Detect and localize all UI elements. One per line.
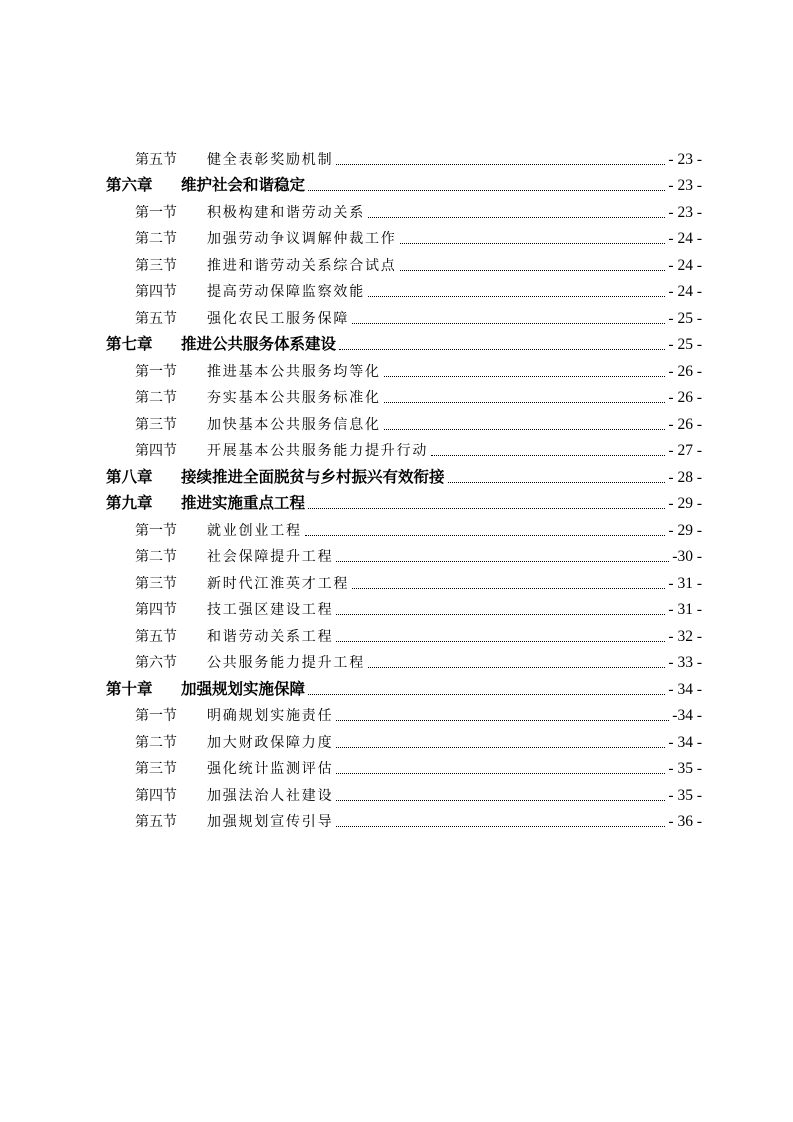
dot-leader [352, 323, 665, 324]
dot-leader [368, 296, 665, 297]
dot-leader [336, 800, 665, 801]
toc-chapter-entry[interactable] [106, 169, 702, 196]
toc-entry-label: 第五节 [135, 814, 177, 830]
toc-section-entry[interactable] [106, 301, 702, 328]
dot-leader [384, 429, 666, 430]
toc-entry-label: 第四节 [135, 787, 177, 804]
dot-leader [336, 773, 665, 774]
toc-entry-title: 就业创业工程 [207, 522, 302, 539]
toc-entry-page: - 23 - [668, 150, 702, 168]
toc-entry-page: - 29 - [668, 521, 702, 539]
toc-section-entry[interactable] [106, 778, 702, 805]
toc-entry-title: 推进基本公共服务均等化 [207, 363, 381, 380]
toc-entry-label: 第十章 [106, 679, 153, 698]
toc-entry-label: 第五节 [135, 151, 177, 168]
toc-entry-page: - 33 - [668, 654, 702, 671]
dot-leader [448, 482, 666, 483]
toc-entry-page: - 26 - [668, 415, 702, 433]
dot-leader [400, 270, 666, 271]
toc-entry-label: 第三节 [135, 761, 177, 777]
toc-entry-page: - 34 - [668, 733, 702, 751]
toc-entry-page: -30 - [672, 548, 702, 565]
toc-entry-label: 第五节 [135, 628, 177, 645]
toc-section-entry[interactable] [106, 699, 702, 726]
toc-section-entry[interactable] [106, 434, 702, 461]
toc-entry-title: 提高劳动保障监察效能 [207, 284, 365, 300]
toc-entry-label: 第六章 [106, 176, 153, 194]
toc-entry-label: 第一节 [135, 363, 177, 380]
toc-entry-label: 第四节 [135, 602, 177, 618]
toc-entry-page: - 24 - [668, 256, 702, 274]
toc-entry-page: - 23 - [668, 177, 702, 194]
toc-chapter-entry[interactable] [106, 328, 702, 355]
toc-section-entry[interactable] [106, 222, 702, 249]
toc-chapter-entry[interactable] [106, 460, 702, 487]
toc-entry-title: 推进实施重点工程 [181, 494, 306, 512]
toc-entry-title: 夯实基本公共服务标准化 [207, 390, 381, 406]
dot-leader [384, 376, 666, 377]
toc-entry-title: 维护社会和谐稳定 [181, 176, 306, 194]
toc-entry-label: 第二节 [135, 231, 177, 247]
toc-entry-label: 第二节 [135, 549, 177, 565]
toc-entry-label: 第九章 [106, 494, 153, 512]
toc-section-entry[interactable] [106, 540, 702, 567]
toc-entry-page: - 24 - [668, 230, 702, 247]
dot-leader [368, 217, 665, 218]
toc-chapter-entry[interactable] [106, 672, 702, 699]
toc-entry-title: 社会保障提升工程 [207, 549, 334, 565]
toc-entry-title: 推进公共服务体系建设 [181, 335, 337, 353]
toc-section-entry[interactable] [106, 381, 702, 408]
toc-entry-title: 健全表彰奖励机制 [207, 151, 334, 168]
toc-entry-label: 第四节 [135, 284, 177, 300]
toc-entry-page: - 26 - [668, 389, 702, 406]
toc-entry-title: 强化统计监测评估 [207, 761, 334, 777]
dot-leader [431, 455, 665, 456]
dot-leader [336, 720, 669, 721]
toc-entry-page: - 29 - [668, 495, 702, 512]
toc-entry-label: 第七章 [106, 335, 153, 353]
toc-entry-page: - 35 - [668, 786, 702, 804]
dot-leader [400, 243, 666, 244]
toc-entry-title: 明确规划实施责任 [207, 708, 334, 724]
toc-entry-label: 第八章 [106, 467, 153, 486]
toc-entry-title: 加快基本公共服务信息化 [207, 416, 381, 433]
toc-entry-title: 接续推进全面脱贫与乡村振兴有效衔接 [181, 467, 445, 486]
toc-section-entry[interactable] [106, 805, 702, 832]
toc-section-entry[interactable] [106, 407, 702, 434]
toc-entry-title: 加强法治人社建设 [207, 787, 334, 804]
dot-leader [336, 561, 669, 562]
toc-entry-page: -34 - [672, 707, 702, 724]
toc-section-entry[interactable] [106, 513, 702, 540]
toc-entry-page: - 25 - [668, 309, 702, 327]
toc-entry-label: 第三节 [135, 416, 177, 433]
dot-leader [368, 667, 665, 668]
toc-entry-label: 第一节 [135, 522, 177, 539]
toc-chapter-entry[interactable] [106, 487, 702, 514]
dot-leader [336, 164, 665, 165]
toc-entry-title: 公共服务能力提升工程 [207, 655, 365, 671]
dot-leader [308, 190, 665, 191]
toc-entry-title: 加强规划宣传引导 [207, 814, 334, 830]
toc-entry-title: 技工强区建设工程 [207, 602, 334, 618]
toc-section-entry[interactable] [106, 248, 702, 275]
dot-leader [336, 826, 665, 827]
toc-section-entry[interactable] [106, 619, 702, 646]
toc-entry-page: - 35 - [668, 760, 702, 777]
toc-entry-page: - 34 - [668, 680, 702, 698]
toc-entry-title: 和谐劳动关系工程 [207, 628, 334, 645]
toc-section-entry[interactable] [106, 354, 702, 381]
toc-entry-label: 第三节 [135, 575, 177, 592]
dot-leader [336, 747, 665, 748]
toc-entry-label: 第三节 [135, 257, 177, 274]
dot-leader [336, 614, 665, 615]
dot-leader [352, 588, 665, 589]
toc-entry-label: 第六节 [135, 655, 177, 671]
toc-entry-label: 第一节 [135, 708, 177, 724]
toc-entry-label: 第四节 [135, 443, 177, 459]
toc-entry-page: - 24 - [668, 283, 702, 300]
toc-entry-label: 第二节 [135, 390, 177, 406]
toc-section-entry[interactable] [106, 275, 702, 302]
toc-entry-page: - 31 - [668, 574, 702, 592]
toc-entry-page: - 32 - [668, 627, 702, 645]
toc-entry-page: - 26 - [668, 362, 702, 380]
toc-entry-title: 加强规划实施保障 [181, 679, 306, 698]
dot-leader [336, 641, 665, 642]
toc-section-entry[interactable] [106, 646, 702, 673]
dot-leader [305, 535, 666, 536]
toc-entry-title: 开展基本公共服务能力提升行动 [207, 443, 429, 459]
toc-section-entry[interactable] [106, 752, 702, 779]
dot-leader [308, 694, 665, 695]
toc-entry-title: 新时代江淮英才工程 [207, 575, 350, 592]
toc-section-entry[interactable] [106, 566, 702, 593]
toc-section-entry[interactable] [106, 593, 702, 620]
toc-section-entry[interactable] [106, 725, 702, 752]
toc-entry-label: 第五节 [135, 310, 177, 327]
toc-entry-page: - 27 - [668, 442, 702, 459]
toc-entry-page: - 31 - [668, 601, 702, 618]
toc-entry-label: 第一节 [135, 204, 177, 221]
toc-entry-page: - 28 - [668, 468, 702, 486]
toc-entry-title: 推进和谐劳动关系综合试点 [207, 257, 397, 274]
toc-entry-title: 强化农民工服务保障 [207, 310, 350, 327]
toc-entry-label: 第二节 [135, 734, 177, 751]
dot-leader [339, 349, 665, 350]
dot-leader [384, 402, 666, 403]
table-of-contents [106, 142, 702, 831]
toc-section-entry[interactable] [106, 195, 702, 222]
toc-entry-page: - 36 - [668, 813, 702, 830]
toc-entry-page: - 25 - [668, 336, 702, 353]
toc-entry-title: 加强劳动争议调解仲裁工作 [207, 231, 397, 247]
toc-section-entry[interactable] [106, 142, 702, 169]
toc-entry-title: 积极构建和谐劳动关系 [207, 204, 365, 221]
toc-entry-page: - 23 - [668, 203, 702, 221]
dot-leader [308, 508, 665, 509]
toc-entry-title: 加大财政保障力度 [207, 734, 334, 751]
